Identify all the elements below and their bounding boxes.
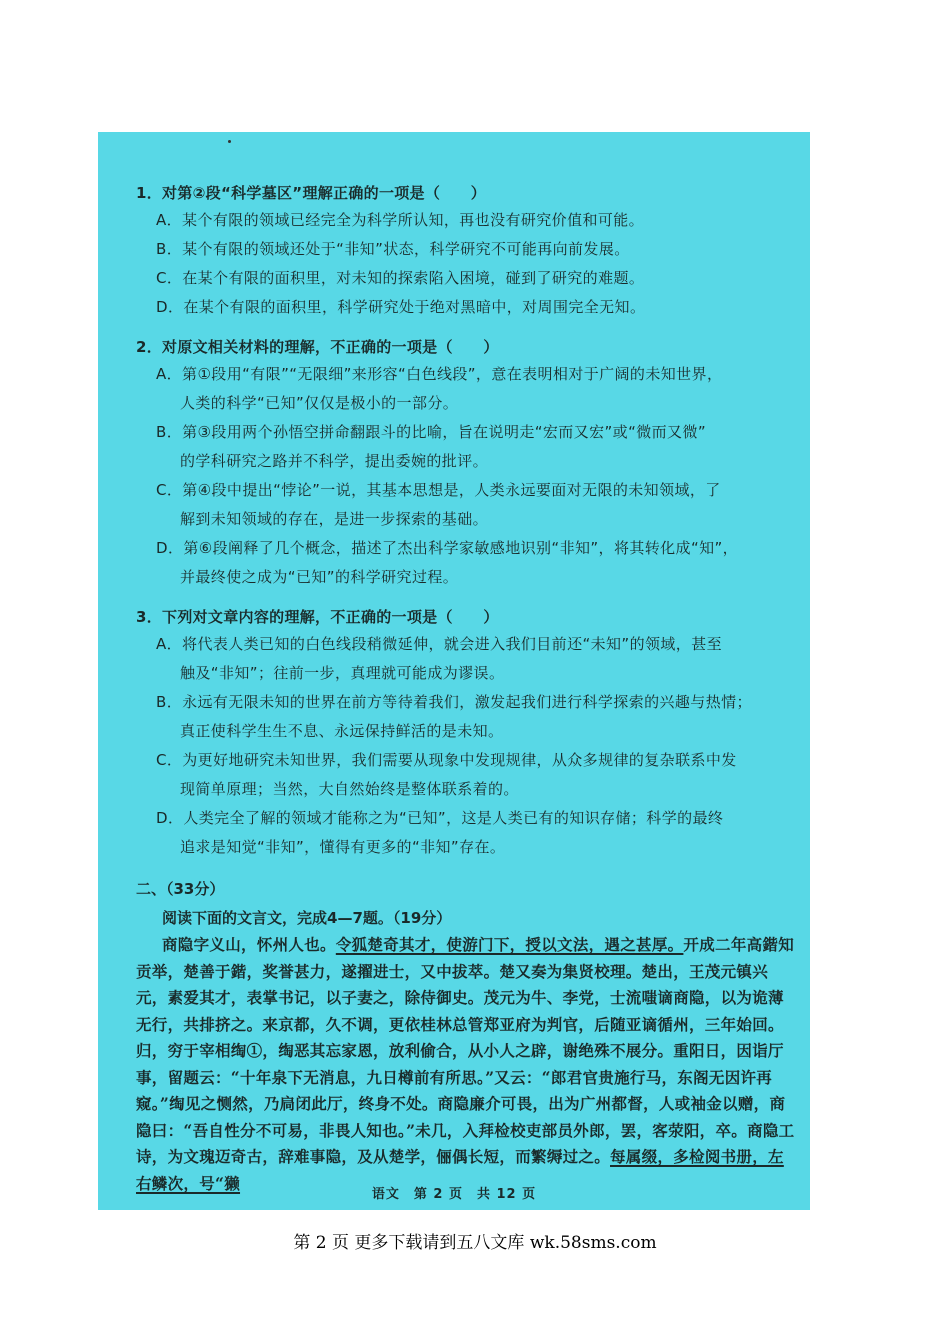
answer-option — [136, 534, 796, 592]
answer-option — [136, 688, 796, 746]
option-line: B．某个有限的领域还处于“非知”状态，科学研究不可能再向前发展。 — [156, 240, 630, 258]
option-line: 触及“非知”；往前一步，真理就可能成为谬误。 — [180, 664, 505, 682]
option-line: D．人类完全了解的领域才能称之为“已知”，这是人类已有的知识存储；科学的最终 — [156, 809, 724, 827]
answer-option — [136, 418, 796, 476]
answer-option — [136, 235, 796, 264]
option-line: 并最终使之成为“已知”的科学研究过程。 — [180, 568, 459, 586]
option-line: B．第③段用两个孙悟空拼命翻跟斗的比喻，旨在说明走“宏而又宏”或“微而又微” — [156, 423, 707, 441]
option-line: A．将代表人类已知的白色线段稍微延伸，就会进入我们目前还“未知”的领域，甚至 — [156, 635, 723, 653]
question-list — [136, 180, 796, 862]
answer-option — [136, 206, 796, 235]
option-line: A．第①段用“有限”“无限细”来形容“白色线段”，意在表明相对于广阔的未知世界， — [156, 365, 723, 383]
scan-page-number: 语文 第 2 页 共 12 页 — [371, 1187, 537, 1202]
answer-option — [136, 630, 796, 688]
answer-option — [136, 264, 796, 293]
option-line: A．某个有限的领域已经完全为科学所认知，再也没有研究价值和可能。 — [156, 211, 645, 229]
option-line: D．第⑥段阐释了几个概念，描述了杰出科学家敏感地识别“非知”，将其转化成“知”， — [156, 539, 739, 557]
question-stem: 3．下列对文章内容的理解，不正确的一项是（ ） — [136, 608, 499, 626]
option-line: 追求是知觉“非知”，懂得有更多的“非知”存在。 — [180, 838, 506, 856]
section-title: 二、（33分） — [136, 880, 225, 898]
option-line: 人类的科学“已知”仅仅是极小的一部分。 — [180, 394, 459, 412]
speck — [228, 140, 231, 143]
option-line: 现简单原理；当然，大自然始终是整体联系着的。 — [180, 780, 519, 798]
download-footer: 第 2 页 更多下载请到五八文库 wk.58sms.com — [293, 1233, 657, 1253]
question-stem: 2．对原文相关材料的理解，不正确的一项是（ ） — [136, 338, 499, 356]
section-intro: 阅读下面的文言文，完成4—7题。（19分） — [162, 909, 452, 927]
passage-underlined-1: 令狐楚奇其才，使游门下，授以文法，遇之甚厚。 — [335, 935, 684, 954]
passage-underlined-2: 每属缀，多检阅书册，左右鳞次，号“獭 — [136, 1147, 784, 1193]
answer-option — [136, 804, 796, 862]
question-3 — [136, 604, 796, 862]
option-line: 的学科研究之路并不科学，提出委婉的批评。 — [180, 452, 489, 470]
question-stem: 1．对第②段“科学墓区”理解正确的一项是（ ） — [136, 184, 487, 202]
option-line: 解到未知领域的存在，是进一步探索的基础。 — [180, 510, 489, 528]
passage-part-1: 商隐字义山，怀州人也。 — [162, 935, 336, 954]
scanned-page — [98, 132, 810, 1210]
option-line: B．永远有无限未知的世界在前方等待着我们，激发起我们进行科学探索的兴趣与热情； — [156, 693, 752, 711]
classical-passage — [136, 932, 796, 1197]
answer-option — [136, 476, 796, 534]
option-line: C．为更好地研究未知世界，我们需要从现象中发现规律，从众多规律的复杂联系中发 — [156, 751, 737, 769]
option-line: C．在某个有限的面积里，对未知的探索陷入困境，碰到了研究的难题。 — [156, 269, 645, 287]
option-line: D．在某个有限的面积里，科学研究处于绝对黑暗中，对周围完全无知。 — [156, 298, 646, 316]
answer-option — [136, 293, 796, 322]
passage-part-2: 开成二年高鍇知贡举，楚善于鍇，奖誉甚力，遂擢进士，又中拔萃。楚又奏为集贤校理。楚出，王茂元镇兴元，素爱其才，表掌书记，以子妻之，除侍御史。茂元为牛、李党，士流嗤谪商隐，以为诡薄无行，共排挤之。来京都，久不调，更依桂林总管郑亚府为判官，后随亚谪循州，三年始回。归，穷于宰相绹①，绹恶其忘家恩，放利偷合，从小人之辟，谢绝殊不展分。重阳日，因诣厅事，留题云：“十年泉下无消息，九日樽前有所思。”又云：“郎君官贵施行马，东阁无因许再窥。”绹见之恻然，乃扃闭此厅，终身不处。商隐廉介可畏，出为广州都督，人或袖金以赠，商隐曰：“吾自性分不可易，非畏人知也。”未几，入拜检校吏部员外郎，罢，客荥阳，卒。商隐工诗，为文瑰迈奇古，辞难事隐，及从楚学，俪偶长短，而繁缛过之。 — [136, 935, 795, 1166]
answer-option — [136, 746, 796, 804]
option-line: 真正使科学生生不息、永远保持鲜活的是未知。 — [180, 722, 504, 740]
question-1 — [136, 180, 796, 322]
option-line: C．第④段中提出“悖论”一说，其基本思想是，人类永远要面对无限的未知领域，了 — [156, 481, 721, 499]
answer-option — [136, 360, 796, 418]
question-2 — [136, 334, 796, 592]
